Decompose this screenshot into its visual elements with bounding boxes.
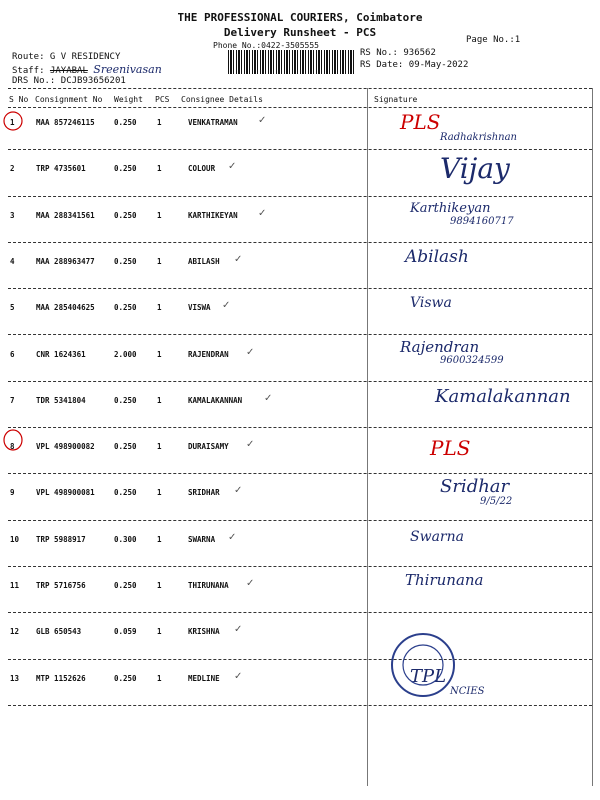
row-consignment-no: MAA 288341561 xyxy=(36,210,95,220)
handwritten-signature: Sridhar xyxy=(440,476,510,498)
table-row xyxy=(0,200,600,257)
row-consignee: ABILASH xyxy=(188,256,220,266)
row-sno: 2 xyxy=(10,164,15,174)
sheet-title: Delivery Runsheet - PCS xyxy=(223,26,377,39)
row-sno: 3 xyxy=(10,210,15,220)
row-sno: 1 xyxy=(10,118,15,127)
col-pcs: PCS xyxy=(155,95,170,104)
row-sno: 5 xyxy=(10,303,15,313)
check-mark-icon: ✓ xyxy=(234,485,243,497)
check-mark-icon: ✓ xyxy=(246,439,255,451)
rs-date-label: RS Date: xyxy=(360,60,404,70)
row-consignee: MEDLINE xyxy=(188,673,220,683)
row-divider xyxy=(8,520,592,521)
rs-number-label: RS No.: xyxy=(360,48,398,58)
header-rule-bottom xyxy=(8,107,592,108)
table-row xyxy=(0,476,600,534)
row-sno: 10 xyxy=(10,534,20,544)
barcode xyxy=(228,50,356,74)
row-consignee: KRISHNA xyxy=(188,627,220,637)
col-weight: Weight xyxy=(114,95,143,104)
row-consignment-no: MAA 288963477 xyxy=(36,256,95,266)
row-pcs: 1 xyxy=(157,349,162,359)
route-label: Route: G V RESIDENCY xyxy=(12,52,121,62)
signature-note: Radhakrishnan xyxy=(440,132,517,143)
signature-note: 9894160717 xyxy=(450,215,514,227)
row-sno: 11 xyxy=(10,581,20,590)
check-mark-icon: ✓ xyxy=(228,531,237,543)
handwritten-signature: Viswa xyxy=(410,295,452,312)
row-pcs: 1 xyxy=(157,534,162,544)
col-consignee: Consignee Details xyxy=(181,95,263,104)
row-consignee: KARTHIKEYAN xyxy=(188,210,238,220)
handwritten-signature: Karthikeyan xyxy=(410,200,491,216)
row-weight: 0.250 xyxy=(114,303,137,313)
row-pcs: 1 xyxy=(157,256,162,266)
row-divider xyxy=(8,427,592,428)
check-mark-icon: ✓ xyxy=(234,253,243,265)
staff-handwritten-name: Sreenivasan xyxy=(93,63,162,76)
row-consignee: VENKATRAMAN xyxy=(188,118,238,127)
table-row xyxy=(0,665,600,720)
row-pcs: 1 xyxy=(157,442,162,452)
row-consignee: VISWA xyxy=(188,303,211,313)
table-row xyxy=(0,110,600,164)
check-mark-icon: ✓ xyxy=(222,300,231,312)
company-title: THE PROFESSIONAL COURIERS, Coimbatore xyxy=(177,11,423,24)
col-signature: Signature xyxy=(374,95,418,104)
rs-date-row xyxy=(360,60,468,70)
row-consignment-no: MAA 857246115 xyxy=(36,118,95,127)
row-divider xyxy=(8,196,592,197)
row-consignment-no: GLB 650543 xyxy=(36,627,82,637)
row-divider xyxy=(8,242,592,243)
row-divider xyxy=(8,334,592,335)
row-weight: 0.250 xyxy=(114,581,137,590)
row-divider xyxy=(8,473,592,474)
handwritten-signature: Swarna xyxy=(410,528,464,545)
check-mark-icon: ✓ xyxy=(246,578,255,589)
table-row xyxy=(0,295,600,349)
row-pcs: 1 xyxy=(157,488,162,498)
row-pcs: 1 xyxy=(157,303,162,313)
row-sno: 12 xyxy=(10,627,20,637)
check-mark-icon: ✓ xyxy=(246,346,255,358)
row-sno: 7 xyxy=(10,395,15,405)
drs-label: DRS No.: xyxy=(12,76,56,86)
row-weight: 0.250 xyxy=(114,673,137,683)
row-weight: 0.059 xyxy=(114,627,137,637)
row-weight: 0.250 xyxy=(114,118,137,127)
row-sno: 8 xyxy=(10,442,15,452)
row-consignee: SRIDHAR xyxy=(188,488,220,498)
table-row xyxy=(0,246,600,303)
row-divider xyxy=(8,659,592,660)
row-pcs: 1 xyxy=(157,118,162,127)
row-consignee: RAJENDRAN xyxy=(188,349,229,359)
page-number: Page No.:1 xyxy=(466,35,521,45)
circle-mark-row-1 xyxy=(2,110,24,132)
handwritten-signature: TPL xyxy=(410,665,447,687)
row-consignment-no: MTP 1152626 xyxy=(36,673,86,683)
col-consignment: Consignment No xyxy=(35,95,103,104)
handwritten-signature: Vijay xyxy=(440,152,510,186)
row-pcs: 1 xyxy=(157,627,162,637)
row-divider xyxy=(8,705,592,706)
drs-number: DCJB93656201 xyxy=(60,76,126,86)
staff-row xyxy=(12,63,162,76)
row-pcs: 1 xyxy=(157,673,162,683)
handwritten-signature: PLS xyxy=(430,436,471,461)
row-consignee: DURAISAMY xyxy=(188,442,229,452)
table-row xyxy=(0,624,600,673)
row-consignment-no: VPL 498900081 xyxy=(36,488,95,498)
check-mark-icon: ✓ xyxy=(264,392,273,404)
row-divider xyxy=(8,149,592,150)
row-pcs: 1 xyxy=(157,210,162,220)
row-weight: 0.250 xyxy=(114,256,137,266)
row-consignment-no: CNR 1624361 xyxy=(36,349,86,359)
row-consignee: SWARNA xyxy=(188,534,216,544)
row-divider xyxy=(8,612,592,613)
rs-number-row xyxy=(360,48,436,58)
table-row xyxy=(0,152,600,210)
row-consignment-no: MAA 285404625 xyxy=(36,303,95,313)
header-rule-top xyxy=(8,88,592,89)
table-row xyxy=(0,571,600,627)
row-weight: 2.000 xyxy=(114,349,137,359)
row-consignee: KAMALAKANNAN xyxy=(188,395,243,405)
row-sno: 4 xyxy=(10,256,15,266)
rs-date: 09-May-2022 xyxy=(408,60,469,70)
row-weight: 0.250 xyxy=(114,395,137,405)
circle-mark-row-8 xyxy=(2,428,24,452)
handwritten-signature: Thirunana xyxy=(405,571,484,589)
row-consignment-no: TRP 4735601 xyxy=(36,164,86,174)
row-weight: 0.300 xyxy=(114,534,137,544)
phone-number: Phone No.:0422-3505555 xyxy=(213,41,319,50)
check-mark-icon: ✓ xyxy=(258,207,267,219)
table-row xyxy=(0,385,600,442)
col-sno: S No xyxy=(9,95,29,104)
row-weight: 0.250 xyxy=(114,210,137,220)
check-mark-icon: ✓ xyxy=(234,624,243,636)
row-consignee: COLOUR xyxy=(188,164,216,174)
drs-row xyxy=(12,76,126,86)
row-consignment-no: VPL 498900082 xyxy=(36,442,95,452)
check-mark-icon: ✓ xyxy=(228,161,237,173)
handwritten-signature: PLS xyxy=(400,110,441,134)
table-row xyxy=(0,528,600,581)
check-mark-icon: ✓ xyxy=(258,115,267,126)
row-pcs: 1 xyxy=(157,164,162,174)
row-pcs: 1 xyxy=(157,581,162,590)
row-pcs: 1 xyxy=(157,395,162,405)
courier-stamp xyxy=(388,630,458,700)
row-sno: 13 xyxy=(10,673,20,683)
row-divider xyxy=(8,381,592,382)
rs-number: 936562 xyxy=(403,48,436,58)
row-weight: 0.250 xyxy=(114,442,137,452)
staff-label: Staff: xyxy=(12,66,45,76)
row-sno: 9 xyxy=(10,488,15,498)
staff-name: JAYABAL xyxy=(49,66,88,76)
signature-note: NCIES xyxy=(450,685,485,697)
row-consignment-no: TDR 5341804 xyxy=(36,395,86,405)
signature-note: 9/5/22 xyxy=(480,496,513,508)
handwritten-signature: Rajendran xyxy=(400,337,480,356)
signature-note: 9600324599 xyxy=(440,354,504,366)
handwritten-signature: Abilash xyxy=(405,246,469,267)
row-consignment-no: TRP 5988917 xyxy=(36,534,86,544)
row-divider xyxy=(8,566,592,567)
row-weight: 0.250 xyxy=(114,488,137,498)
row-weight: 0.250 xyxy=(114,164,137,174)
row-consignment-no: TRP 5716756 xyxy=(36,581,86,590)
row-divider xyxy=(8,288,592,289)
row-consignee: THIRUNANA xyxy=(188,581,229,590)
row-sno: 6 xyxy=(10,349,15,359)
handwritten-signature: Kamalakannan xyxy=(435,385,571,407)
table-row xyxy=(0,436,600,488)
check-mark-icon: ✓ xyxy=(234,670,243,682)
